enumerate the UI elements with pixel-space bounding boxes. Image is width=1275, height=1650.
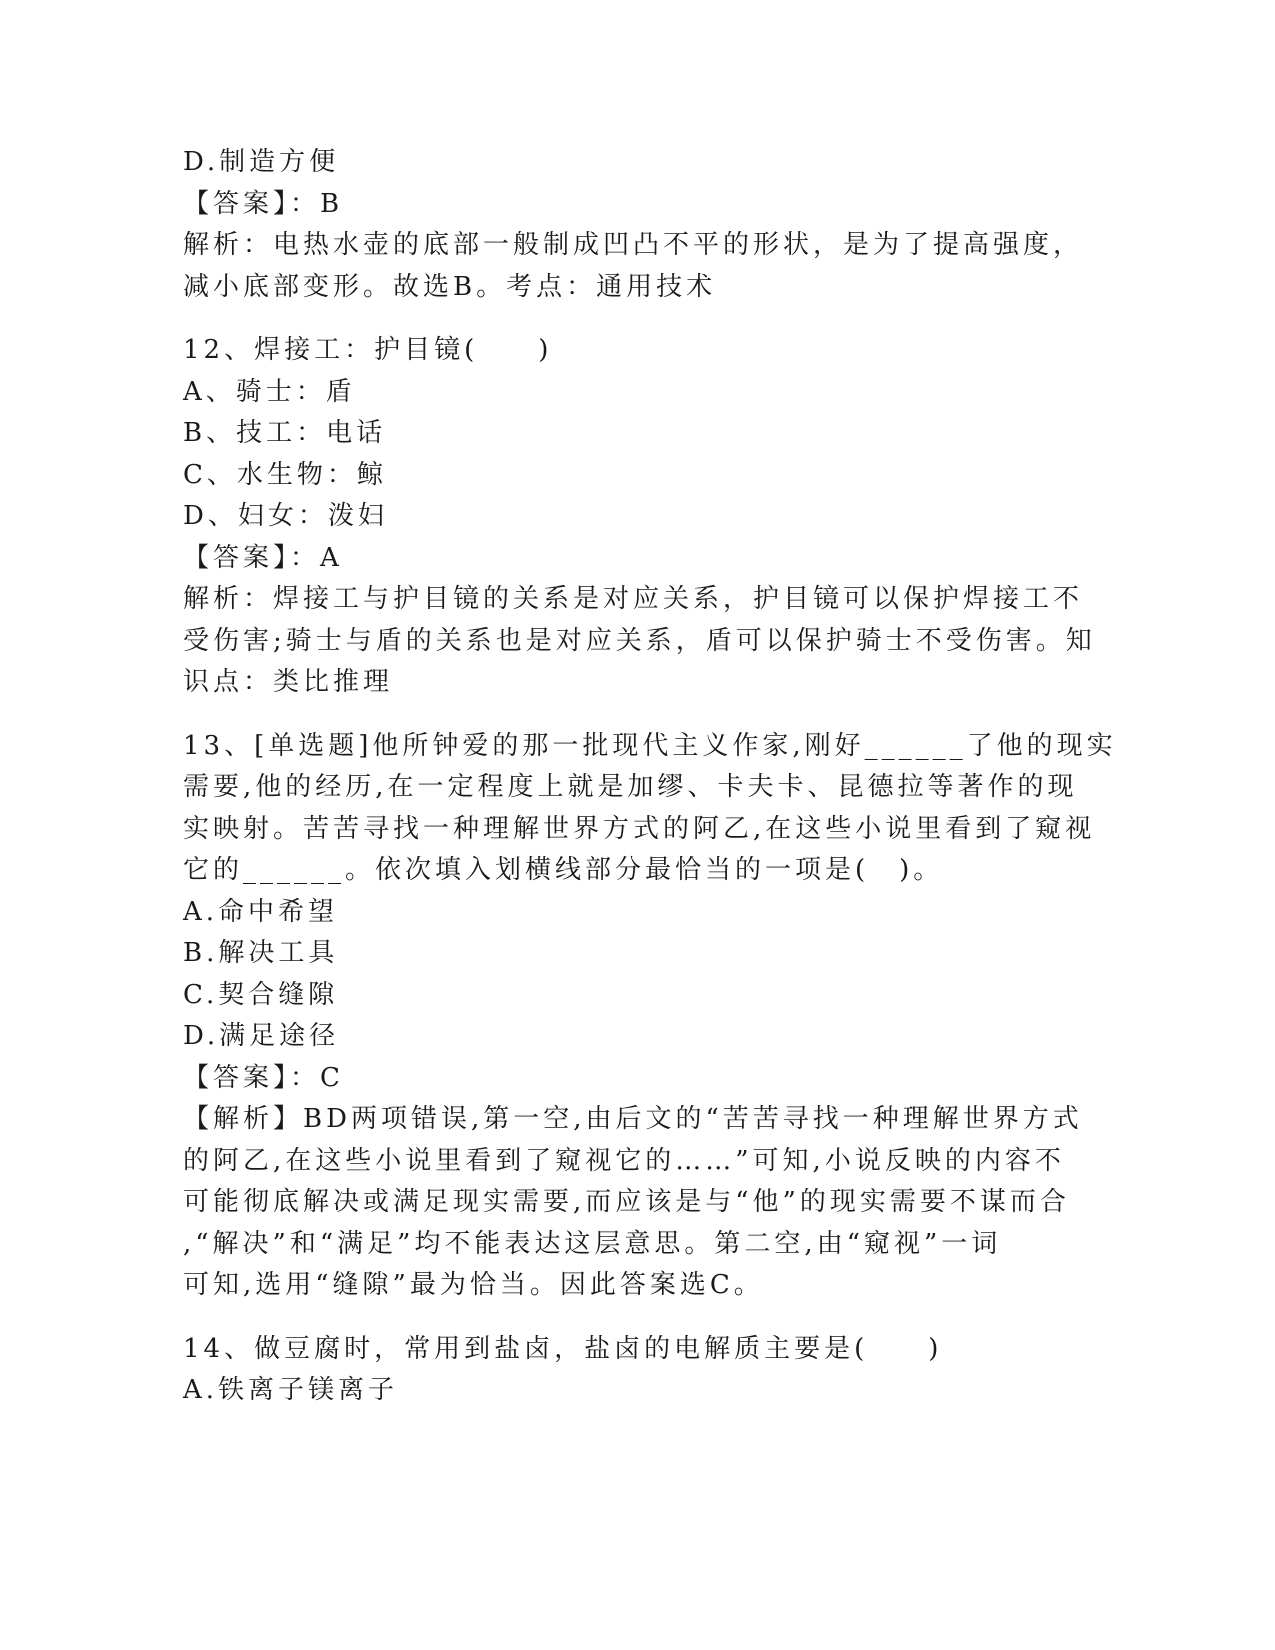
q14-question: 14、做豆腐时，常用到盐卤，盐卤的电解质主要是( ) bbox=[183, 1333, 943, 1364]
q11-analysis-line-1: 解析：电热水壶的底部一般制成凹凸不平的形状，是为了提高强度， bbox=[183, 230, 1084, 260]
spacer bbox=[183, 1307, 1083, 1329]
q12-analysis-line-1: 解析：焊接工与护目镜的关系是对应关系，护目镜可以保护焊接工不 bbox=[183, 584, 1084, 614]
q13-option-b: B.解决工具 bbox=[183, 938, 339, 968]
q11-answer: 【答案】：B bbox=[183, 188, 344, 219]
q12-analysis-line-2: 受伤害;骑士与盾的关系也是对应关系，盾可以保护骑士不受伤害。知 bbox=[183, 625, 1096, 656]
q11-analysis-line-2: 减小底部变形。故选B。考点：通用技术 bbox=[183, 271, 717, 302]
q13-analysis-line-5: 可知,选用“缝隙”最为恰当。因此答案选C。 bbox=[183, 1270, 764, 1300]
spacer bbox=[183, 308, 1083, 330]
q12-analysis-line-3: 识点：类比推理 bbox=[183, 667, 394, 697]
q13-question-line-3: 实映射。苦苦寻找一种理解世界方式的阿乙,在这些小说里看到了窥视 bbox=[183, 813, 1096, 844]
q13-option-c: C.契合缝隙 bbox=[183, 979, 339, 1010]
q12-option-c: C、水生物：鲸 bbox=[183, 459, 387, 490]
question-13-block bbox=[183, 726, 1117, 1307]
question-12-block bbox=[183, 330, 1096, 704]
q12-option-b: B、技工：电话 bbox=[183, 418, 387, 448]
q13-answer: 【答案】：C bbox=[183, 1062, 344, 1093]
q12-answer: 【答案】：A bbox=[183, 542, 343, 573]
q13-question-line-4: 它的______。依次填入划横线部分最恰当的一项是( )。 bbox=[183, 855, 944, 885]
q13-analysis-line-4: ,“解决”和“满足”均不能表达这层意思。第二空,由“窥视”一词 bbox=[183, 1228, 1002, 1259]
q13-analysis-line-1: 【解析】BD两项错误,第一空,由后文的“苦苦寻找一种理解世界方式 bbox=[183, 1104, 1083, 1134]
q11-option-d: D.制造方便 bbox=[183, 147, 340, 177]
q13-analysis-line-2: 的阿乙,在这些小说里看到了窥视它的……”可知,小说反映的内容不 bbox=[183, 1145, 1065, 1176]
question-11-block bbox=[183, 142, 1083, 308]
q13-question-line-2: 需要,他的经历,在一定程度上就是加缪、卡夫卡、昆德拉等著作的现 bbox=[183, 772, 1078, 802]
q12-option-d: D、妇女：泼妇 bbox=[183, 501, 388, 531]
q13-analysis-line-3: 可能彻底解决或满足现实需要,而应该是与“他”的现实需要不谋而合 bbox=[183, 1187, 1070, 1217]
document-page bbox=[183, 142, 1117, 1412]
q12-question: 12、焊接工：护目镜( ) bbox=[183, 335, 553, 365]
question-14-block bbox=[183, 1329, 1083, 1412]
q14-option-a: A.铁离子镁离子 bbox=[183, 1375, 399, 1405]
q13-option-d: D.满足途径 bbox=[183, 1021, 340, 1051]
q12-option-a: A、骑士：盾 bbox=[183, 376, 356, 407]
q13-question-line-1: 13、[单选题]他所钟爱的那一批现代主义作家,刚好______了他的现实 bbox=[183, 730, 1117, 761]
q13-option-a: A.命中希望 bbox=[183, 896, 339, 927]
spacer bbox=[183, 704, 1083, 726]
